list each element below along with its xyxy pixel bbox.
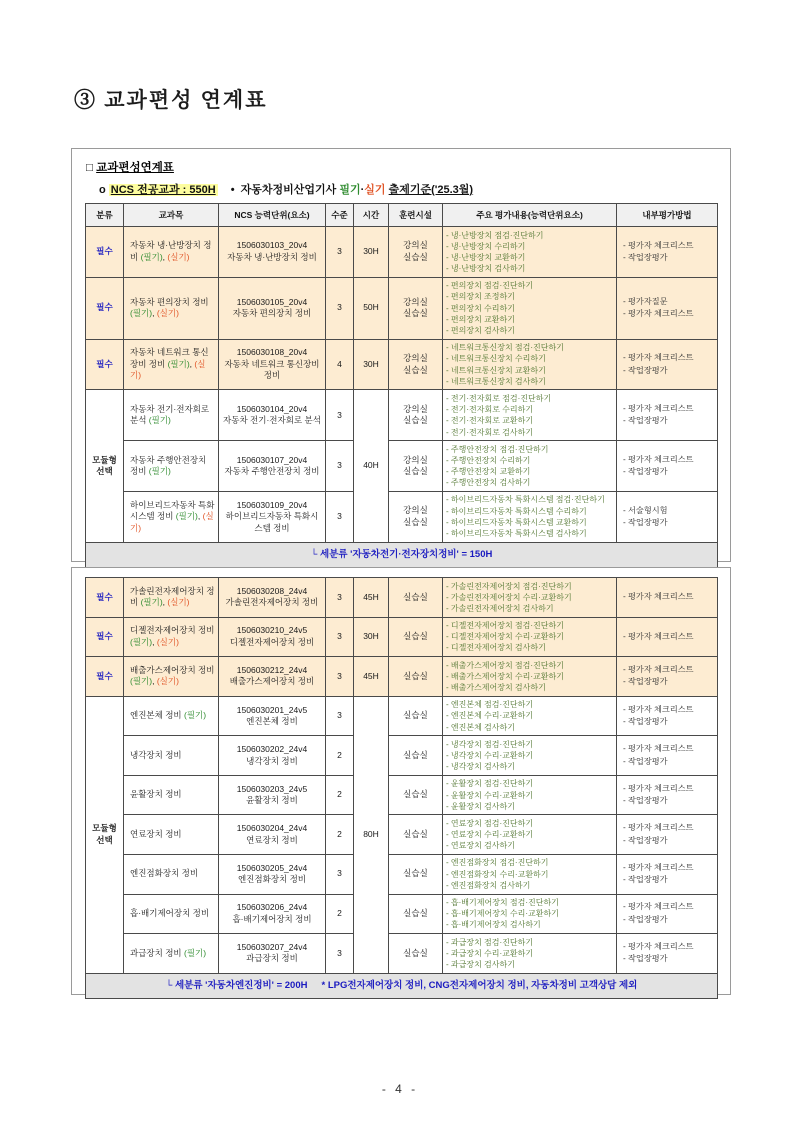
facility-cell: 실습실: [389, 854, 443, 894]
evaluation-method-cell: - 평가자 체크리스트: [617, 617, 718, 657]
hours-cell: 30H: [354, 617, 389, 657]
ncs-unit-cell: 1506030210_24v5 디젤전자제어장치 정비: [219, 617, 326, 657]
category-cell: 필수: [86, 617, 124, 657]
column-header: NCS 능력단위(요소): [219, 204, 326, 227]
column-header: 훈련시설: [389, 204, 443, 227]
section-heading-text: 교과편성연계표: [96, 162, 174, 174]
ncs-unit-cell: 1506030212_24v4 배출가스제어장치 정비: [219, 657, 326, 697]
level-cell: 3: [326, 578, 354, 618]
circle-bullet-icon: o: [99, 184, 106, 196]
exam-tag: (필기): [184, 947, 207, 958]
exam-criteria-label: 출제기준('25.3월): [388, 184, 474, 196]
level-cell: 3: [326, 657, 354, 697]
level-cell: 3: [326, 617, 354, 657]
hours-cell: 30H: [354, 227, 389, 278]
ncs-unit-cell: 1506030206_24v4 흡·배기제어장치 정비: [219, 894, 326, 934]
evaluation-method-cell: - 평가자 체크리스트 - 작업장평가: [617, 894, 718, 934]
table-footer-note: * LPG전자제어장치 정비, CNG전자제어장치 정비, 자동차정비 고객상담 제외: [321, 979, 638, 991]
table-footer: └ 세분류 '자동차엔진정비' = 200H * LPG전자제어장치 정비, CNG전자제어장치 정비, 자동차정비 고객상담 제외: [86, 973, 718, 999]
exam-tag: (필기): [175, 511, 198, 522]
page-number: - 4 -: [381, 1082, 419, 1096]
evaluation-content-cell: - 연료장치 점검·진단하기 - 연료장치 수리·교환하기 - 연료장치 검사하기: [443, 815, 617, 855]
ncs-unit-cell: 1506030205_24v4 엔진점화장치 정비: [219, 854, 326, 894]
exam-tag: (실기): [156, 308, 179, 319]
subject-cell: 자동차 편의장치 정비 (필기), (실기): [124, 277, 219, 339]
hours-cell: 50H: [354, 277, 389, 339]
level-cell: 3: [326, 390, 354, 441]
page-title: ③ 교과편성 연계표: [74, 88, 268, 112]
separator-dot: ·: [360, 184, 365, 196]
evaluation-method-cell: - 평가자 체크리스트: [617, 578, 718, 618]
evaluation-content-cell: - 주행안전장치 점검·진단하기 - 주행안전장치 수리하기 - 주행안전장치 교환하기 - 주행안전장치 검사하기: [443, 441, 617, 492]
category-cell: 필수: [86, 277, 124, 339]
facility-cell: 강의실 실습실: [389, 227, 443, 278]
evaluation-content-cell: - 엔진점화장치 점검·진단하기 - 엔진점화장치 수리·교환하기 - 엔진점화장치 검사하기: [443, 854, 617, 894]
ncs-unit-cell: 1506030202_24v4 냉각장치 정비: [219, 736, 326, 776]
facility-cell: 실습실: [389, 657, 443, 697]
level-cell: 3: [326, 277, 354, 339]
exam-tag: (필기): [148, 415, 171, 426]
evaluation-method-cell: - 평가자 체크리스트 - 작업장평가: [617, 390, 718, 441]
ncs-unit-cell: 1506030204_24v4 연료장치 정비: [219, 815, 326, 855]
level-cell: 2: [326, 775, 354, 815]
ncs-unit-cell: 1506030201_24v5 엔진본체 정비: [219, 696, 326, 736]
exam-tag: (필기): [184, 710, 207, 721]
facility-cell: 실습실: [389, 815, 443, 855]
evaluation-method-cell: - 평가자 체크리스트 - 작업장평가: [617, 696, 718, 736]
evaluation-method-cell: - 평가자 체크리스트 - 작업장평가: [617, 657, 718, 697]
facility-cell: 강의실 실습실: [389, 441, 443, 492]
exam-tag: (실기): [130, 511, 214, 533]
certification-name: 자동차정비산업기사: [240, 184, 337, 196]
subject-cell: 연료장치 정비: [124, 815, 219, 855]
facility-cell: 강의실 실습실: [389, 339, 443, 390]
evaluation-content-cell: - 가솔린전자제어장치 점검·진단하기 - 가솔린전자제어장치 수리·교환하기 - 가솔린전자제어장치 검사하기: [443, 578, 617, 618]
facility-cell: 실습실: [389, 696, 443, 736]
subject-cell: 자동차 네트워크 통신 장비 정비 (필기), (실기): [124, 339, 219, 390]
square-bullet-icon: □: [86, 162, 93, 174]
ncs-unit-cell: 1506030203_24v5 윤활장치 정비: [219, 775, 326, 815]
evaluation-content-cell: - 냉각장치 점검·진단하기 - 냉각장치 수리·교환하기 - 냉각장치 검사하기: [443, 736, 617, 776]
evaluation-method-cell: - 평가자 체크리스트 - 작업장평가: [617, 854, 718, 894]
hours-cell: 40H: [354, 390, 389, 542]
subject-cell: 자동차 주행안전장치 정비 (필기): [124, 441, 219, 492]
evaluation-content-cell: - 배출가스제어장치 점검·진단하기 - 배출가스제어장치 수리·교환하기 - 배출가스제어장치 검사하기: [443, 657, 617, 697]
ncs-unit-cell: 1506030109_20v4 하이브리드자동차 특화시스템 정비: [219, 491, 326, 542]
exam-tag: (필기): [130, 676, 153, 687]
section-box-engine: [71, 567, 731, 995]
ncs-hours-highlight: NCS 전공교과 : 550H: [110, 184, 216, 196]
facility-cell: 실습실: [389, 934, 443, 974]
evaluation-content-cell: - 네트워크통신장치 점검·진단하기 - 네트워크통신장치 수리하기 - 네트워크통신장치 교환하기 - 네트워크통신장치 검사하기: [443, 339, 617, 390]
evaluation-content-cell: - 하이브리드자동차 특화시스템 점검·진단하기 - 하이브리드자동차 특화시스템 수리하기 - 하이브리드자동차 특화시스템 교환하기 - 하이브리드자동차 특화시스템 검사하기: [443, 491, 617, 542]
column-header: 주요 평가내용(능력단위요소): [443, 204, 617, 227]
subject-cell: 윤활장치 정비: [124, 775, 219, 815]
level-cell: 3: [326, 696, 354, 736]
evaluation-method-cell: - 평가자 체크리스트 - 작업장평가: [617, 934, 718, 974]
category-cell: 필수: [86, 227, 124, 278]
level-cell: 3: [326, 934, 354, 974]
column-header: 분류: [86, 204, 124, 227]
evaluation-method-cell: - 평가자 체크리스트 - 작업장평가: [617, 441, 718, 492]
category-cell: 필수: [86, 657, 124, 697]
section-subheading: [99, 181, 473, 197]
subject-cell: 자동차 냉·난방장치 정비 (필기), (실기): [124, 227, 219, 278]
exam-tag: (실기): [156, 676, 179, 687]
evaluation-content-cell: - 과급장치 점검·진단하기 - 과급장치 수리·교환하기 - 과급장치 검사하기: [443, 934, 617, 974]
column-header: 시간: [354, 204, 389, 227]
level-cell: 3: [326, 491, 354, 542]
evaluation-method-cell: - 평가자 체크리스트 - 작업장평가: [617, 227, 718, 278]
facility-cell: 강의실 실습실: [389, 390, 443, 441]
evaluation-method-cell: - 평가자 체크리스트 - 작업장평가: [617, 736, 718, 776]
hours-cell: 45H: [354, 578, 389, 618]
ncs-unit-cell: 1506030207_24v4 과급장치 정비: [219, 934, 326, 974]
subject-cell: 냉각장치 정비: [124, 736, 219, 776]
subject-cell: 흡·배기제어장치 정비: [124, 894, 219, 934]
level-cell: 4: [326, 339, 354, 390]
written-exam-label: 필기: [339, 184, 361, 196]
facility-cell: 실습실: [389, 617, 443, 657]
facility-cell: 실습실: [389, 775, 443, 815]
column-header: 수준: [326, 204, 354, 227]
category-cell: 모듈형 선택: [86, 390, 124, 542]
subject-cell: 자동차 전기·전자회로 분석 (필기): [124, 390, 219, 441]
ncs-unit-cell: 1506030108_20v4 자동차 네트워크 통신장비 정비: [219, 339, 326, 390]
hours-cell: 45H: [354, 657, 389, 697]
evaluation-method-cell: - 평가자 체크리스트 - 작업장평가: [617, 775, 718, 815]
curriculum-table-1: [85, 203, 718, 569]
facility-cell: 강의실 실습실: [389, 491, 443, 542]
ncs-unit-cell: 1506030105_20v4 자동차 편의장치 정비: [219, 277, 326, 339]
exam-tag: (필기): [148, 466, 171, 477]
subject-cell: 엔진본체 정비 (필기): [124, 696, 219, 736]
evaluation-content-cell: - 엔진본체 점검·진단하기 - 엔진본체 수리·교환하기 - 엔진본체 검사하기: [443, 696, 617, 736]
exam-tag: (필기): [140, 251, 163, 262]
section-box-electric: [71, 148, 731, 562]
level-cell: 3: [326, 441, 354, 492]
level-cell: 2: [326, 736, 354, 776]
facility-cell: 실습실: [389, 894, 443, 934]
evaluation-content-cell: - 디젤전자제어장치 점검·진단하기 - 디젤전자제어장치 수리·교환하기 - 디젤전자제어장치 검사하기: [443, 617, 617, 657]
evaluation-method-cell: - 서술형시험 - 작업장평가: [617, 491, 718, 542]
exam-tag: (필기): [167, 358, 190, 369]
dot-bullet-icon: •: [230, 184, 235, 196]
ncs-unit-cell: 1506030103_20v4 자동차 냉·난방장치 정비: [219, 227, 326, 278]
exam-tag: (실기): [156, 636, 179, 647]
curriculum-table-2: [85, 577, 718, 999]
evaluation-method-cell: - 평가자 체크리스트 - 작업장평가: [617, 815, 718, 855]
facility-cell: 실습실: [389, 736, 443, 776]
evaluation-method-cell: - 평가자질문 - 평가자 체크리스트: [617, 277, 718, 339]
level-cell: 3: [326, 854, 354, 894]
subject-cell: 과급장치 정비 (필기): [124, 934, 219, 974]
level-cell: 3: [326, 227, 354, 278]
evaluation-content-cell: - 냉·난방장치 점검·진단하기 - 냉·난방장치 수리하기 - 냉·난방장치 교환하기 - 냉·난방장치 검사하기: [443, 227, 617, 278]
hours-cell: 30H: [354, 339, 389, 390]
exam-tag: (필기): [130, 308, 153, 319]
evaluation-content-cell: - 흡·배기제어장치 점검·진단하기 - 흡·배기제어장치 수리·교환하기 - 흡·배기제어장치 검사하기: [443, 894, 617, 934]
exam-tag: (실기): [167, 597, 190, 608]
evaluation-method-cell: - 평가자 체크리스트 - 작업장평가: [617, 339, 718, 390]
exam-tag: (필기): [130, 636, 153, 647]
level-cell: 2: [326, 815, 354, 855]
category-cell: 모듈형 선택: [86, 696, 124, 973]
exam-tag: (실기): [167, 251, 190, 262]
subject-cell: 하이브리드자동차 특화 시스템 정비 (필기), (실기): [124, 491, 219, 542]
subject-cell: 가솔린전자제어장치 정비 (필기), (실기): [124, 578, 219, 618]
category-cell: 필수: [86, 578, 124, 618]
practical-exam-label: 실기: [364, 184, 386, 196]
facility-cell: 강의실 실습실: [389, 277, 443, 339]
evaluation-content-cell: - 전기·전자회로 점검·진단하기 - 전기·전자회로 수리하기 - 전기·전자회로 교환하기 - 전기·전자회로 검사하기: [443, 390, 617, 441]
section-heading: [86, 159, 174, 175]
column-header: 교과목: [124, 204, 219, 227]
subject-cell: 배출가스제어장치 정비 (필기), (실기): [124, 657, 219, 697]
table-footer: └ 세분류 '자동차전기·전자장치정비' = 150H: [86, 542, 718, 568]
hours-cell: 80H: [354, 696, 389, 973]
exam-tag: (실기): [130, 358, 206, 381]
evaluation-content-cell: - 윤활장치 점검·진단하기 - 윤활장치 수리·교환하기 - 윤활장치 검사하기: [443, 775, 617, 815]
column-header: 내부평가방법: [617, 204, 718, 227]
category-cell: 필수: [86, 339, 124, 390]
level-cell: 2: [326, 894, 354, 934]
subject-cell: 디젤전자제어장치 정비 (필기), (실기): [124, 617, 219, 657]
facility-cell: 실습실: [389, 578, 443, 618]
subject-cell: 엔진점화장치 정비: [124, 854, 219, 894]
ncs-unit-cell: 1506030107_20v4 자동차 주행안전장치 정비: [219, 441, 326, 492]
exam-tag: (필기): [140, 597, 163, 608]
ncs-unit-cell: 1506030208_24v4 가솔린전자제어장치 정비: [219, 578, 326, 618]
ncs-unit-cell: 1506030104_20v4 자동차 전기·전자회로 분석: [219, 390, 326, 441]
evaluation-content-cell: - 편의장치 점검·진단하기 - 편의장치 조정하기 - 편의장치 수리하기 - 편의장치 교환하기 - 편의장치 검사하기: [443, 277, 617, 339]
